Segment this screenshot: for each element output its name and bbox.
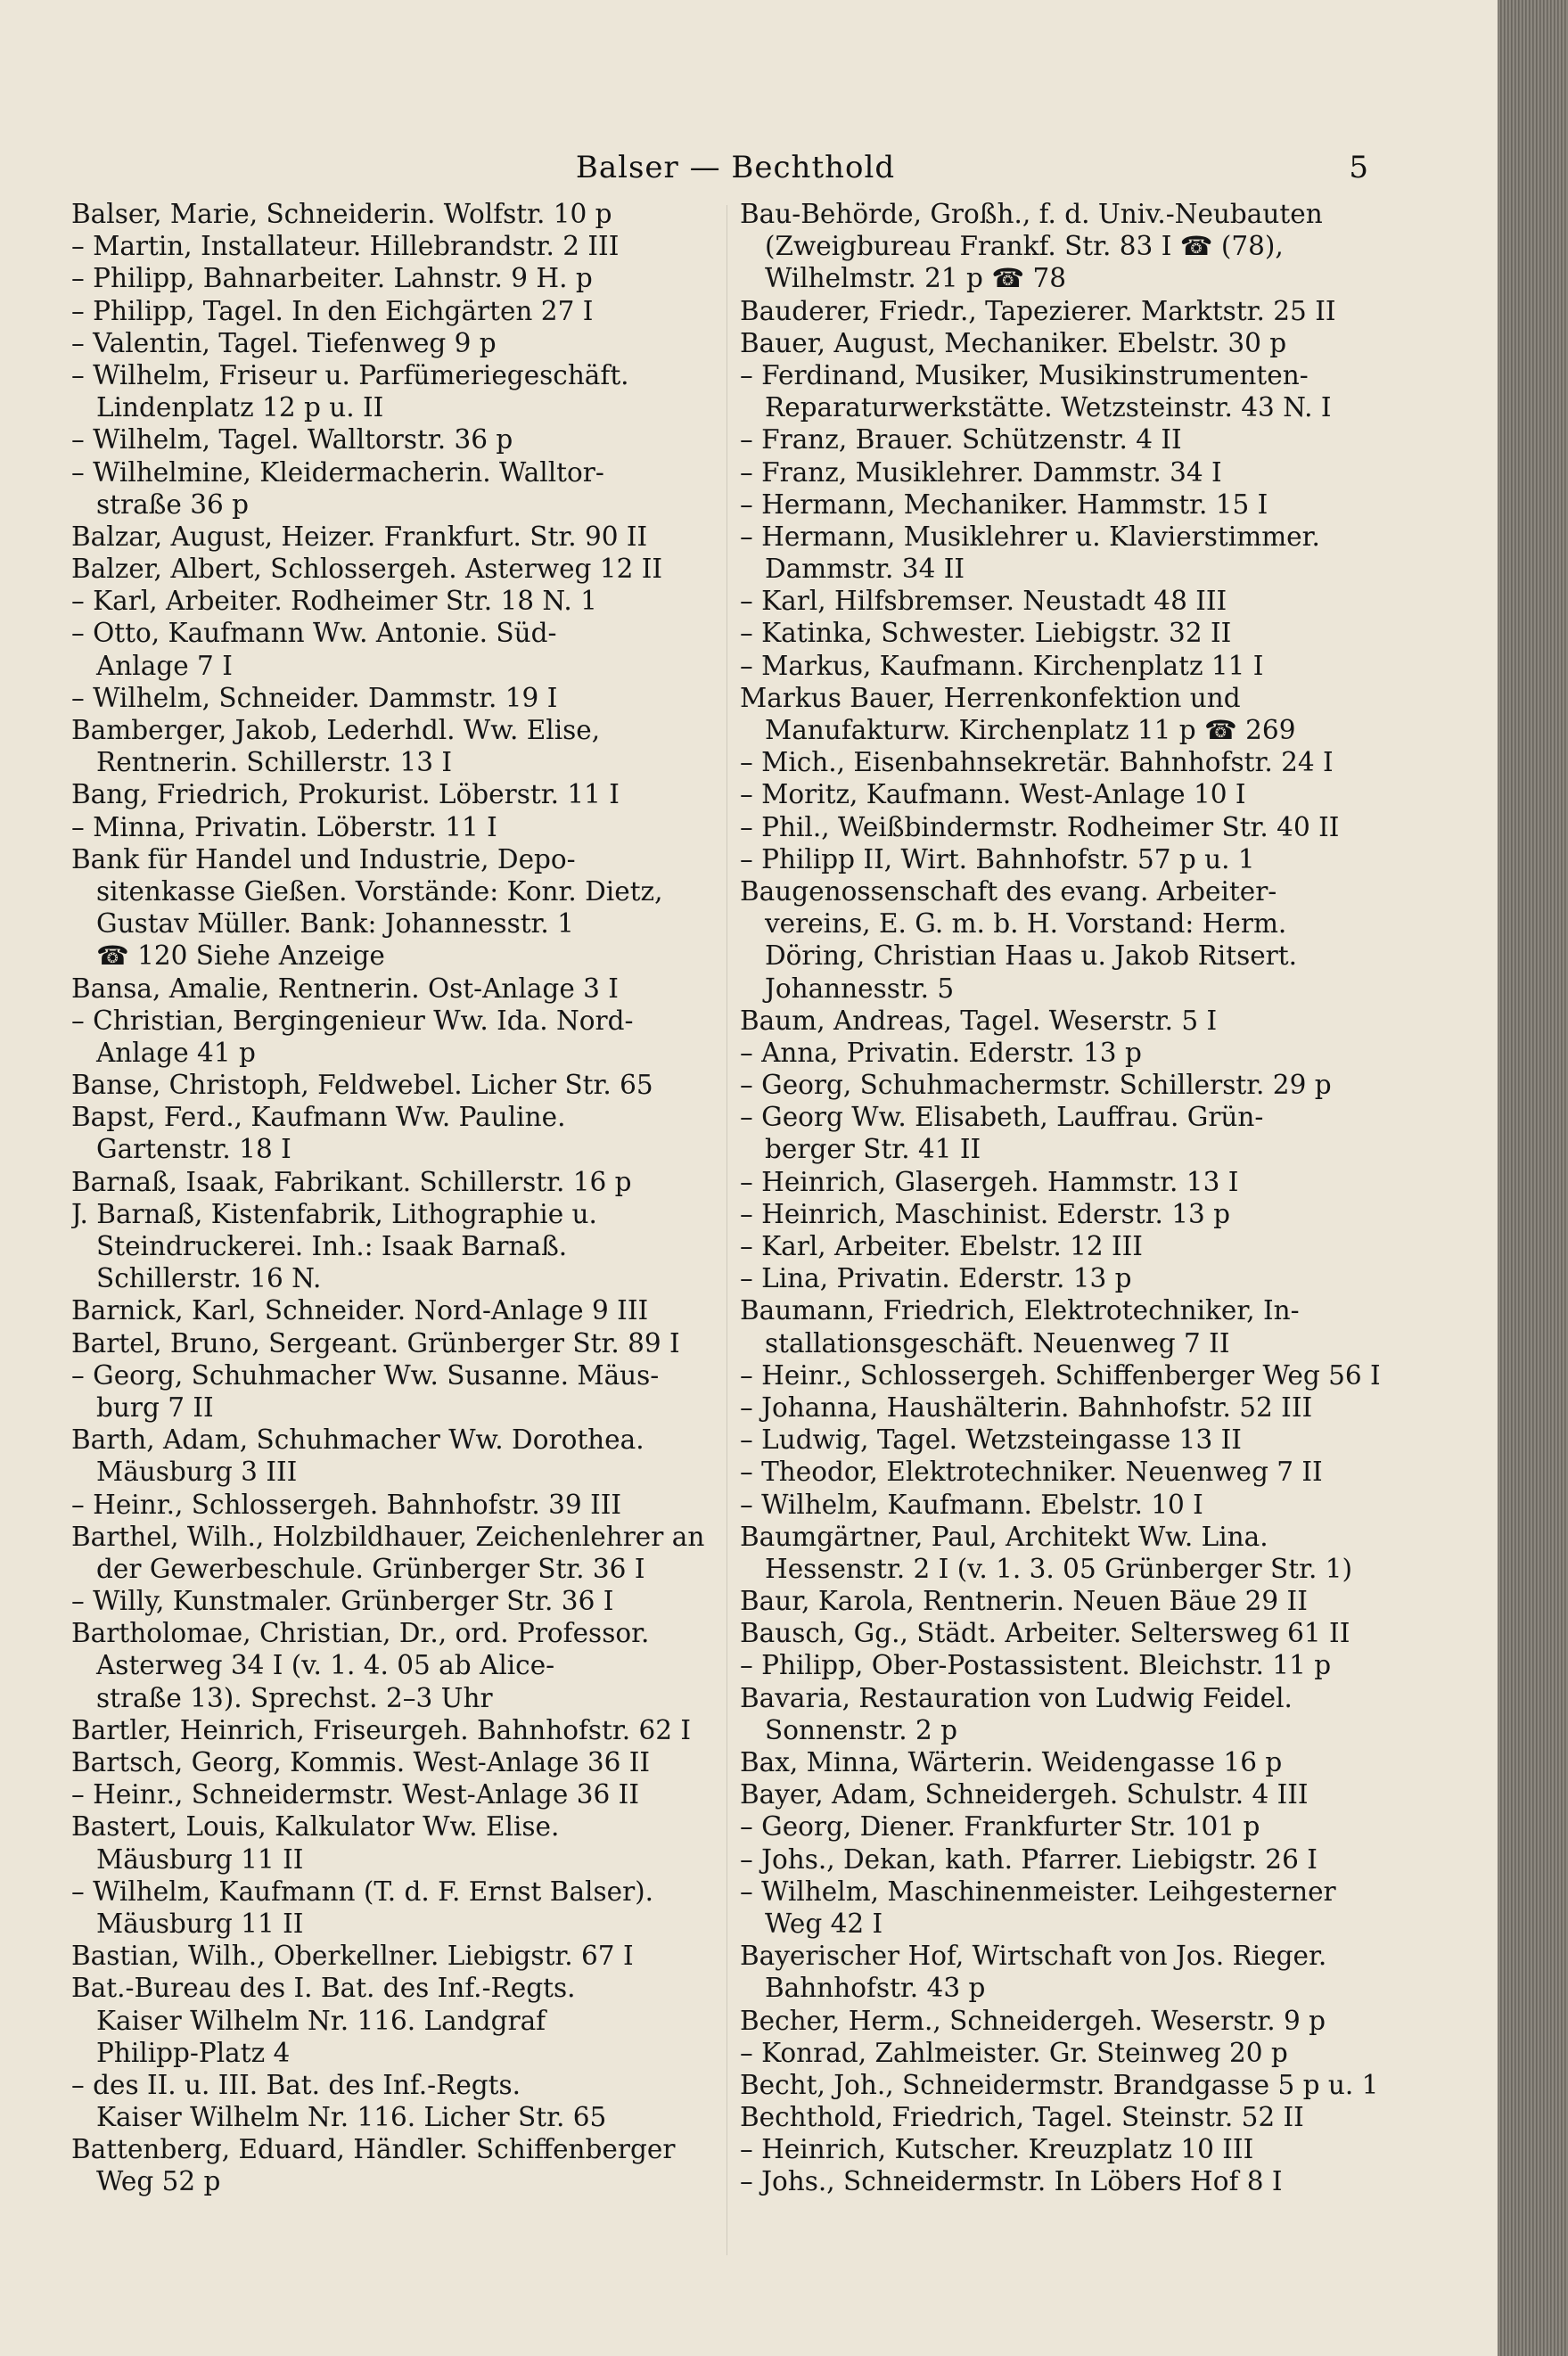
entry-line: – Johs., Dekan, kath. Pfarrer. Liebigstr. 26 I [740, 1843, 1318, 1875]
entry-line: – Heinrich, Kutscher. Kreuzplatz 10 III [740, 2134, 1254, 2165]
entry-line: stallationsgeschäft. Neuenweg 7 II [765, 1327, 1230, 1359]
entry-line: Becher, Herm., Schneidergeh. Weserstr. 9 p [740, 2005, 1326, 2036]
entry-line: Bat.-Bureau des I. Bat. des Inf.-Regts. [71, 1973, 576, 2004]
directory-entry [71, 198, 713, 230]
directory-entry [740, 1682, 1382, 1746]
entry-line: sitenkasse Gießen. Vorstände: Konr. Dietz, [96, 875, 663, 907]
directory-entry [740, 1037, 1382, 1069]
entry-line: Bausch, Gg., Städt. Arbeiter. Seltersweg 61 II [740, 1618, 1350, 1649]
entry-line: – Heinr., Schlossergeh. Bahnhofstr. 39 III [71, 1489, 622, 1520]
directory-entry [740, 1521, 1382, 1585]
entry-line: ☎ 120 Siehe Anzeige [96, 940, 385, 972]
entry-line: – Georg, Schuhmachermstr. Schillerstr. 29 p [740, 1070, 1332, 1101]
directory-entry [740, 1069, 1382, 1101]
entry-line: – Johs., Schneidermstr. In Löbers Hof 8 I [740, 2166, 1283, 2197]
directory-entry [71, 973, 713, 1005]
entry-line: – Theodor, Elektrotechniker. Neuenweg 7 II [740, 1457, 1323, 1488]
directory-entry [71, 2069, 713, 2133]
entry-line: – Wilhelm, Maschinenmeister. Leihgesterner [740, 1876, 1336, 1907]
entry-line: Bax, Minna, Wärterin. Weidengasse 16 p [740, 1747, 1283, 1777]
directory-entry [71, 423, 713, 456]
entry-line: Baugenossenschaft des evang. Arbeiter- [740, 875, 1277, 907]
entry-line: – Heinrich, Glasergeh. Hammstr. 13 I [740, 1166, 1239, 1197]
directory-entry [740, 811, 1382, 843]
entry-line: – Ferdinand, Musiker, Musikinstrumenten- [740, 359, 1309, 390]
entry-line: – Franz, Brauer. Schützenstr. 4 II [740, 424, 1182, 456]
directory-entry [740, 875, 1382, 1005]
directory-entry [71, 1294, 713, 1326]
entry-line: Bechthold, Friedrich, Tagel. Steinstr. 52 II [740, 2102, 1304, 2133]
page-header [76, 143, 1368, 196]
directory-entry [71, 521, 713, 553]
entry-line: – Christian, Bergingenieur Ww. Ida. Nord- [71, 1005, 634, 1036]
entry-line: Döring, Christian Haas u. Jakob Ritsert. [765, 940, 1298, 972]
directory-entry [71, 1876, 713, 1940]
directory-entry [740, 2101, 1382, 2133]
entry-line: Mäusburg 3 III [96, 1457, 298, 1488]
entry-line: Bastert, Louis, Kalkulator Ww. Elise. [71, 1811, 560, 1843]
entry-line: (Zweigbureau Frankf. Str. 83 I ☎ (78), [765, 231, 1284, 262]
entry-line: Bauer, August, Mechaniker. Ebelstr. 30 p [740, 327, 1287, 358]
entry-line: Mäusburg 11 II [96, 1843, 304, 1875]
entry-line: Mäusburg 11 II [96, 1908, 304, 1939]
entry-line: Balzar, August, Heizer. Frankfurt. Str. 90 II [71, 521, 648, 552]
entry-line: – Heinrich, Maschinist. Ederstr. 13 p [740, 1198, 1231, 1229]
entry-line: Bahnhofstr. 43 p [765, 1973, 986, 2004]
directory-entry [740, 2133, 1382, 2165]
directory-entry [740, 1746, 1382, 1778]
directory-entry [71, 843, 713, 973]
directory-entry [740, 1489, 1382, 1521]
directory-entry [740, 1940, 1382, 2004]
entry-line: Gustav Müller. Bank: Johannesstr. 1 [96, 908, 574, 940]
directory-entry [71, 1617, 713, 1714]
directory-entry [740, 1876, 1382, 1940]
entry-line: Wilhelmstr. 21 p ☎ 78 [765, 263, 1066, 294]
entry-line: Weg 52 p [96, 2166, 221, 2197]
entry-line: straße 13). Sprechst. 2–3 Uhr [96, 1682, 493, 1713]
entry-line: Bayerischer Hof, Wirtschaft von Jos. Rieger. [740, 1941, 1327, 1972]
entry-line: – Heinr., Schneidermstr. West-Anlage 36 II [71, 1779, 639, 1810]
entry-line: – Franz, Musiklehrer. Dammstr. 34 I [740, 456, 1222, 488]
entry-line: – Ludwig, Tagel. Wetzsteingasse 13 II [740, 1424, 1242, 1456]
directory-entry [71, 1069, 713, 1101]
entry-line: – Konrad, Zahlmeister. Gr. Steinweg 20 p [740, 2037, 1288, 2068]
directory-entry [740, 359, 1382, 423]
directory-entry [71, 1489, 713, 1521]
entry-line: Bamberger, Jakob, Lederhdl. Ww. Elise, [71, 715, 601, 745]
entry-line: Barthel, Wilh., Holzbildhauer, Zeichenlehrer an [71, 1521, 705, 1552]
entry-line: – Phil., Weißbindermstr. Rodheimer Str. 40 II [740, 811, 1340, 842]
entry-line: Kaiser Wilhelm Nr. 116. Landgraf [96, 2005, 546, 2036]
directory-entry [71, 585, 713, 617]
entry-line: – Karl, Arbeiter. Ebelstr. 12 III [740, 1231, 1143, 1261]
entry-line: Steindruckerei. Inh.: Isaak Barnaß. [96, 1231, 568, 1261]
entry-line: – Wilhelm, Friseur u. Parfümeriegeschäft. [71, 359, 629, 390]
directory-entry [71, 262, 713, 294]
entry-line: – Minna, Privatin. Löberstr. 11 I [71, 811, 497, 842]
directory-entry [71, 456, 713, 521]
entry-line: der Gewerbeschule. Grünberger Str. 36 I [96, 1553, 645, 1584]
directory-entry [740, 1649, 1382, 1681]
entry-line: – Hermann, Musiklehrer u. Klavierstimmer. [740, 521, 1320, 552]
entry-line: – Philipp, Bahnarbeiter. Lahnstr. 9 H. p [71, 263, 593, 294]
entry-line: Markus Bauer, Herrenkonfektion und [740, 682, 1241, 713]
entry-line: Bauderer, Friedr., Tapezierer. Marktstr. 25 II [740, 295, 1336, 326]
entry-line: – Martin, Installateur. Hillebrandstr. 2 III [71, 231, 620, 262]
directory-entry [740, 682, 1382, 746]
entry-line: – Georg, Diener. Frankfurter Str. 101 p [740, 1811, 1260, 1843]
directory-entry [71, 553, 713, 585]
entry-line: Manufakturw. Kirchenplatz 11 p ☎ 269 [765, 715, 1296, 745]
entry-line: Balzer, Albert, Schlossergeh. Asterweg 12 II [71, 554, 663, 585]
directory-entry [71, 327, 713, 359]
entry-line: – Lina, Privatin. Ederstr. 13 p [740, 1263, 1132, 1294]
entry-line: Bartholomae, Christian, Dr., ord. Professor. [71, 1618, 650, 1649]
running-title: Balser — Bechthold [575, 150, 896, 185]
directory-entry [740, 488, 1382, 521]
directory-entry [740, 1005, 1382, 1037]
directory-entry [740, 650, 1382, 682]
directory-entry [740, 1585, 1382, 1617]
directory-entry [740, 2005, 1382, 2037]
entry-line: – Wilhelm, Schneider. Dammstr. 19 I [71, 682, 558, 713]
entry-line: Bang, Friedrich, Prokurist. Löberstr. 11 I [71, 779, 620, 810]
entry-line: straße 36 p [96, 488, 250, 520]
directory-entry [740, 1294, 1382, 1359]
entry-line: – Moritz, Kaufmann. West-Anlage 10 I [740, 779, 1246, 810]
entry-line: Bavaria, Restauration von Ludwig Feidel. [740, 1682, 1293, 1713]
entry-line: Dammstr. 34 II [765, 554, 965, 585]
directory-entry [71, 617, 713, 681]
directory-entry [71, 714, 713, 778]
entry-line: Barnaß, Isaak, Fabrikant. Schillerstr. 16 p [71, 1166, 632, 1197]
entry-line: – Willy, Kunstmaler. Grünberger Str. 36 I [71, 1586, 614, 1617]
entry-line: Bartler, Heinrich, Friseurgeh. Bahnhofstr. 62 I [71, 1714, 692, 1745]
directory-entry [71, 778, 713, 810]
directory-entry [740, 1391, 1382, 1424]
entry-line: Becht, Joh., Schneidermstr. Brandgasse 5 p u. 1 [740, 2069, 1379, 2100]
entry-line: Balser, Marie, Schneiderin. Wolfstr. 10 p [71, 199, 612, 229]
entry-line: – Philipp, Ober-Postassistent. Bleichstr. 11 p [740, 1650, 1332, 1681]
directory-entry [71, 1778, 713, 1810]
entry-line: Bapst, Ferd., Kaufmann Ww. Pauline. [71, 1102, 566, 1133]
directory-entry [71, 811, 713, 843]
entry-line: Bartel, Bruno, Sergeant. Grünberger Str. 89 I [71, 1327, 680, 1359]
directory-entry [740, 1262, 1382, 1294]
directory-entry [71, 682, 713, 714]
directory-entry [740, 1810, 1382, 1843]
directory-entry [740, 1456, 1382, 1488]
entry-line: – Valentin, Tagel. Tiefenweg 9 p [71, 327, 497, 358]
directory-entry [71, 1810, 713, 1875]
entry-line: – Wilhelm, Kaufmann. Ebelstr. 10 I [740, 1489, 1203, 1520]
left-column [71, 198, 713, 2198]
entry-line: Baum, Andreas, Tagel. Weserstr. 5 I [740, 1005, 1218, 1036]
directory-entry [71, 359, 713, 423]
entry-line: – Markus, Kaufmann. Kirchenplatz 11 I [740, 650, 1264, 681]
entry-line: – Hermann, Mechaniker. Hammstr. 15 I [740, 488, 1268, 520]
entry-line: Rentnerin. Schillerstr. 13 I [96, 747, 453, 778]
directory-entry [740, 1843, 1382, 1876]
entry-line: – Wilhelm, Tagel. Walltorstr. 36 p [71, 424, 513, 456]
entry-line: Weg 42 I [765, 1908, 883, 1939]
directory-entry [71, 230, 713, 262]
directory-entry [740, 585, 1382, 617]
entry-line: Anlage 7 I [96, 650, 233, 681]
directory-entry [740, 295, 1382, 327]
entry-line: Bansa, Amalie, Rentnerin. Ost-Anlage 3 I [71, 973, 619, 1004]
directory-entry [740, 1230, 1382, 1262]
directory-entry [740, 327, 1382, 359]
directory-entry [71, 1005, 713, 1069]
directory-entry [71, 1198, 713, 1295]
entry-line: – Otto, Kaufmann Ww. Antonie. Süd- [71, 618, 557, 649]
entry-line: Bau-Behörde, Großh., f. d. Univ.-Neubauten [740, 199, 1323, 229]
entry-line: Baumann, Friedrich, Elektrotechniker, In- [740, 1295, 1300, 1326]
entry-line: Baumgärtner, Paul, Architekt Ww. Lina. [740, 1521, 1268, 1552]
entry-line: berger Str. 41 II [765, 1134, 981, 1165]
entry-line: Battenberg, Eduard, Händler. Schiffenberger [71, 2134, 676, 2165]
entry-line: – Karl, Hilfsbremser. Neustadt 48 III [740, 586, 1227, 617]
entry-line: Baur, Karola, Rentnerin. Neuen Bäue 29 II [740, 1586, 1308, 1617]
directory-entry [71, 1166, 713, 1198]
directory-entry [740, 456, 1382, 488]
entry-line: Gartenstr. 18 I [96, 1134, 291, 1165]
directory-entry [740, 1778, 1382, 1810]
entry-line: Hessenstr. 2 I (v. 1. 3. 05 Grünberger Str. 1) [765, 1553, 1352, 1584]
entry-line: Banse, Christoph, Feldwebel. Licher Str. 65 [71, 1070, 653, 1101]
directory-entry [740, 1166, 1382, 1198]
entry-line: Barth, Adam, Schuhmacher Ww. Dorothea. [71, 1424, 644, 1456]
entry-line: – Georg, Schuhmacher Ww. Susanne. Mäus- [71, 1359, 660, 1391]
directory-entry [740, 2069, 1382, 2101]
directory-entry [71, 1424, 713, 1488]
directory-entry [71, 1101, 713, 1165]
directory-entry [71, 2133, 713, 2197]
entry-line: – Katinka, Schwester. Liebigstr. 32 II [740, 618, 1232, 649]
directory-entry [71, 1940, 713, 1972]
directory-entry [740, 1617, 1382, 1649]
directory-entry [71, 295, 713, 327]
page-number: 5 [1349, 150, 1368, 185]
entry-line: – Philipp, Tagel. In den Eichgärten 27 I [71, 295, 594, 326]
entry-line: J. Barnaß, Kistenfabrik, Lithographie u. [71, 1198, 597, 1229]
entry-line: – Philipp II, Wirt. Bahnhofstr. 57 p u. 1 [740, 843, 1255, 874]
directory-entry [71, 1521, 713, 1585]
directory-entry [740, 1424, 1382, 1456]
directory-entry [740, 617, 1382, 649]
entry-line: Sonnenstr. 2 p [765, 1714, 958, 1745]
directory-entry [71, 1359, 713, 1424]
directory-entry [740, 2037, 1382, 2069]
directory-entry [740, 843, 1382, 875]
entry-line: Anlage 41 p [96, 1037, 256, 1068]
directory-entry [71, 1585, 713, 1617]
entry-line: Lindenplatz 12 p u. II [96, 392, 384, 423]
entry-line: – Anna, Privatin. Ederstr. 13 p [740, 1037, 1142, 1068]
directory-entry [740, 1198, 1382, 1230]
entry-line: burg 7 II [96, 1391, 214, 1423]
entry-line: – Johanna, Haushälterin. Bahnhofstr. 52 III [740, 1391, 1313, 1423]
entry-line: – Karl, Arbeiter. Rodheimer Str. 18 N. 1 [71, 586, 597, 617]
directory-entry [740, 778, 1382, 810]
directory-entry [71, 1972, 713, 2069]
entry-line: vereins, E. G. m. b. H. Vorstand: Herm. [765, 908, 1287, 940]
entry-line: Johannesstr. 5 [765, 973, 955, 1004]
directory-entry [71, 1714, 713, 1746]
entry-line: Bank für Handel und Industrie, Depo- [71, 843, 576, 874]
entry-line: – Wilhelm, Kaufmann (T. d. F. Ernst Balser). [71, 1876, 654, 1907]
directory-entry [740, 746, 1382, 778]
entry-line: – Wilhelmine, Kleidermacherin. Walltor- [71, 456, 604, 488]
directory-entry [71, 1746, 713, 1778]
entry-line: Philipp-Platz 4 [96, 2037, 291, 2068]
entry-line: – Mich., Eisenbahnsekretär. Bahnhofstr. 24 I [740, 747, 1334, 778]
entry-line: Bastian, Wilh., Oberkellner. Liebigstr. 67 I [71, 1941, 634, 1972]
entry-line: Barnick, Karl, Schneider. Nord-Anlage 9 III [71, 1295, 649, 1326]
entry-line: – des II. u. III. Bat. des Inf.-Regts. [71, 2069, 521, 2100]
right-column [740, 198, 1382, 2198]
directory-entry [740, 1101, 1382, 1165]
directory-entry [740, 521, 1382, 585]
entry-line: Reparaturwerkstätte. Wetzsteinstr. 43 N. I [765, 392, 1332, 423]
directory-entry [740, 423, 1382, 456]
entry-line: – Georg Ww. Elisabeth, Lauffrau. Grün- [740, 1102, 1264, 1133]
entry-line: Bayer, Adam, Schneidergeh. Schulstr. 4 III [740, 1779, 1309, 1810]
entry-line: Schillerstr. 16 N. [96, 1263, 322, 1294]
entry-line: Asterweg 34 I (v. 1. 4. 05 ab Alice- [96, 1650, 555, 1681]
entry-line: Kaiser Wilhelm Nr. 116. Licher Str. 65 [96, 2102, 607, 2133]
entry-line: – Heinr., Schlossergeh. Schiffenberger Weg 56 I [740, 1359, 1381, 1391]
directory-entry [740, 1359, 1382, 1391]
entry-line: Bartsch, Georg, Kommis. West-Anlage 36 II [71, 1747, 651, 1777]
book-page-edges [1498, 0, 1568, 2356]
directory-entry [740, 2165, 1382, 2197]
directory-entry [71, 1327, 713, 1359]
directory-entry [740, 198, 1382, 295]
